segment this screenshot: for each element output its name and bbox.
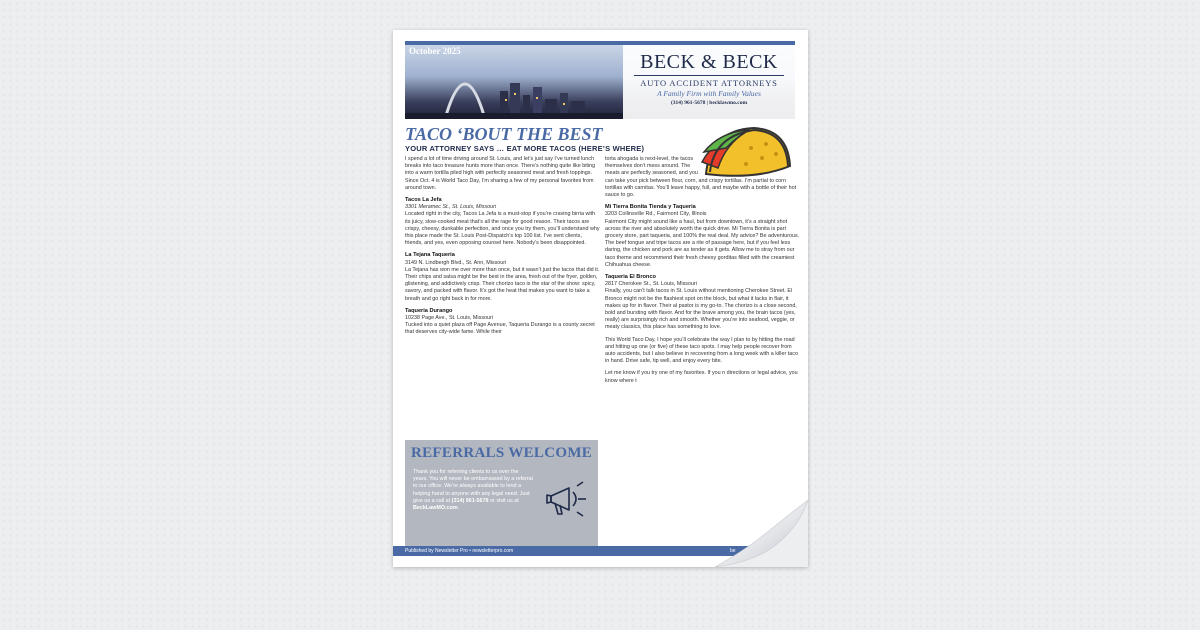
city-skyline xyxy=(405,69,635,119)
spot-description-continued: torta ahogada is next-level, the tacos themselves don’t mess around. The meats are perfectly seasoned, and you xyxy=(605,156,698,177)
spot-name: Mi Tierra Bonita Tienda y Taqueria xyxy=(605,204,696,211)
spot-description: Finally, you can’t talk tacos in St. Louis without mentioning Cherokee Street. El Bronco might not be the flashiest spot on the block, but what it lacks in flair, it makes up for in flavor. Their al pastor is my go-to. The chorizo is a close second, bold and bursting with flavor. And for the brave among you, the brain tacos (yes, really) are surprisingly rich and smooth. Whether you’re into seafood, veggie, or meaty classics, this place has something to love. xyxy=(605,288,797,331)
article-headline: TACO ‘BOUT THE BEST xyxy=(405,124,603,144)
spot-name: Tacos La Jefa xyxy=(405,197,442,204)
referrals-end: . xyxy=(457,505,460,512)
spot-name: La Tejana Taqueria xyxy=(405,252,455,259)
spot-address: 2817 Cherokee St., St. Louis, Missouri xyxy=(605,281,697,288)
newsletter-page xyxy=(393,30,808,567)
firm-tagline: A Family Firm with Family Values xyxy=(657,89,761,98)
spot-description: Tucked into a quiet plaza off Page Avenue, Taqueria Durango is a county secret that deserves city-wide fame. While their xyxy=(405,322,595,336)
firm-subtitle: AUTO ACCIDENT ATTORNEYS xyxy=(640,78,778,88)
spot-address: 10238 Page Ave., St. Louis, Missouri xyxy=(405,315,493,322)
article-column-right xyxy=(605,156,800,390)
megaphone-icon xyxy=(543,474,593,524)
article-subhead: YOUR ATTORNEY SAYS … EAT MORE TACOS (HERE’S WHERE) xyxy=(405,144,645,153)
referrals-phone: (314) 961-5678 xyxy=(451,497,489,504)
firm-masthead xyxy=(623,45,795,119)
footer-site: be xyxy=(730,547,736,554)
article-column-left xyxy=(405,156,600,342)
issue-month: October 2025 xyxy=(409,46,461,56)
referrals-body-2: or visit us at xyxy=(488,497,519,504)
spot-address: 3203 Collinsville Rd., Fairmont City, Illinois xyxy=(605,211,707,218)
referrals-body: Thank you for referring clients to us over the years. You will never be embarrassed by a referral to our office. We’re always available to lend a helping hand to anyone with any legal need. Just give us a call at xyxy=(413,469,533,504)
page-curl xyxy=(715,500,808,567)
spot-description: Fairmont City might sound like a haul, but from downtown, it’s a straight shot across the river and absolutely worth the quick drive. Mi Tierra Bonita is part grocery store, part taqueria, and 100% the real deal. My advice? Be adventurous. The beef tongue and tripe tacos are a rite of passage here, but if you feel less daring, the chicken and pork are as tender as it gets. Allow me to stray from our taco theme and recommend their fresh cheesy gorditas filled with the creamiest Chihuahua cheese. xyxy=(605,218,800,268)
masthead-divider xyxy=(634,75,784,76)
spot-address: 3149 N. Lindbergh Blvd., St. Ann, Missouri xyxy=(405,259,507,266)
publisher-credit: Published by Newsletter Pro • newsletterpro.com xyxy=(405,547,514,554)
spot-description: La Tejana has won me over more than once, but it wasn’t just the tacos that did it. Their chips and salsa might be the best in the area, fresh out of the fryer, golden, glistening, and addictively crisp. Their chorizo taco is the star of the show: spicy, savory, and packed with flavor. It’s got the heat that makes you want to take a breath and go right back in for more. xyxy=(405,266,600,302)
firm-name: BECK & BECK xyxy=(640,51,778,73)
spot-name: Taqueria Durango xyxy=(405,307,453,314)
referrals-site: BeckLawMO.com xyxy=(413,505,458,512)
article-intro: I spend a lot of time driving around St. Louis, and let’s just say I’ve turned lunch breaks into taco treasure hunts more than once. There’s nothing quite like biting into a warm tortilla piled high with perfectly seasoned meat and fresh toppings. Since Oct. 4 is World Taco Day, I’m sharing a few of my personal favorites from around town. xyxy=(405,156,596,191)
closing-paragraph: This World Taco Day, I hope you’ll celebrate the way I plan to by hitting the road and hitting up one (or five) of these taco spots. I may help people recover from auto accidents, but I also believe in recovering from a long week with a killer taco in hand. Drive safe, tip well, and enjoy every bite. xyxy=(605,336,798,365)
spot-description: Located right in the city, Tacos La Jefa is a must-stop if you’re craving birria with its juicy, slow-cooked meat that’s all the rage for good reason. Their tacos are crispy, cheesy, dunkable perfection, and once you try them, you’ll understand why this place made the St. Louis Post-Dispatch’s top 100 list. I’ve sent clients, friends, and yes, even opposing counsel here. Nobody’s been disappointed. xyxy=(405,211,600,247)
spot-description-continued-wide: can take your pick between flour, corn, and crispy tortillas. I’m partial to corn tortillas with carnitas. You’ll leave happy, full, and maybe with a bottle of their hot sauce to go. xyxy=(605,177,797,199)
referrals-box xyxy=(405,440,598,550)
referrals-text xyxy=(413,469,533,512)
spot-address: 3301 Meramec St., St. Louis, Missouri xyxy=(405,204,497,211)
masthead-banner xyxy=(405,41,795,119)
firm-contact: (314) 961-5678 | becklawmo.com xyxy=(670,100,748,106)
spot-name: Taqueria El Bronco xyxy=(605,274,656,281)
closing-paragraph-signoff: Let me know if you try one of my favorites. If you n directions or legal advice, you know where t xyxy=(605,370,798,384)
referrals-title: REFERRALS WELCOME xyxy=(411,445,593,461)
